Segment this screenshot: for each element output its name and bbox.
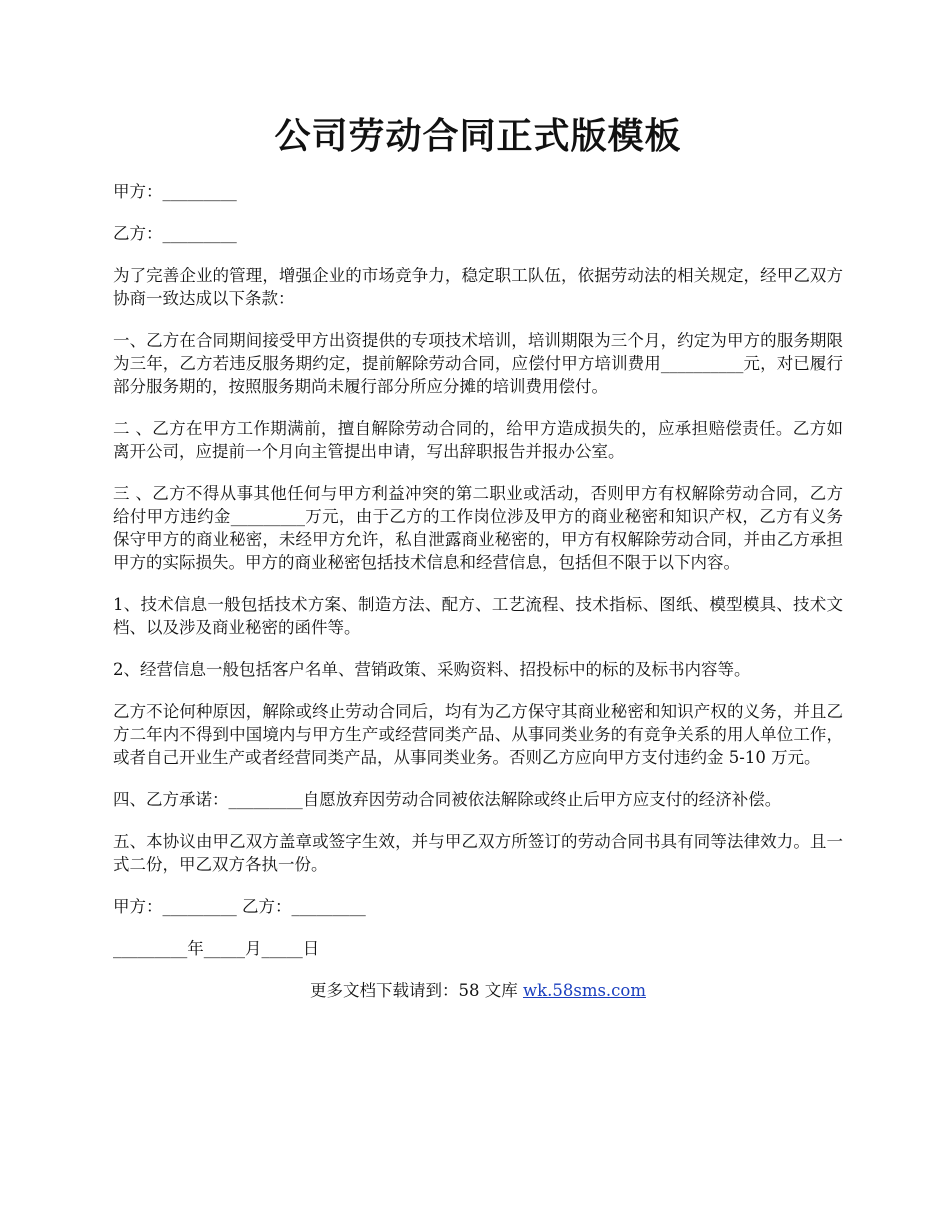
confidentiality-paragraph: 乙方不论何种原因，解除或终止劳动合同后，均有为乙方保守其商业秘密和知识产权的义务，并且乙方二年内不得到中国境内与甲方生产或经营同类产品、从事同类业务的有竞争关系的用人单位工作，或者自己开业生产或者经营同类产品，从事同类业务。否则乙方应向甲方支付违约金 5-10 万元。 xyxy=(113,702,843,767)
item-2-business-info: 2、经营信息一般包括客户名单、营销政策、采购资料、招投标中的标的及标书内容等。 xyxy=(113,660,751,679)
document-page xyxy=(113,112,843,1002)
clause-3: 三 、乙方不得从事其他任何与甲方利益冲突的第二职业或活动，否则甲方有权解除劳动合同，乙方给付甲方违约金_________万元，由于乙方的工作岗位涉及甲方的商业秘密和知识产权，乙方有义务保守甲方的商业秘密，未经甲方允许，私自泄露商业秘密的，甲方有权解除劳动合同，并由乙方承担甲方的实际损失。甲方的商业秘密包括技术信息和经营信息，包括但不限于以下内容。 xyxy=(113,484,843,572)
clause-4: 四、乙方承诺：_________自愿放弃因劳动合同被依法解除或终止后甲方应支付的经济补偿。 xyxy=(113,790,782,809)
item-1-technical-info: 1、技术信息一般包括技术方案、制造方法、配方、工艺流程、技术指标、图纸、模型模具、技术文档、以及涉及商业秘密的函件等。 xyxy=(113,595,843,637)
date-line: _________年_____月_____日 xyxy=(113,939,320,958)
party-b-line: 乙方：_________ xyxy=(113,224,237,243)
download-footer xyxy=(113,979,843,1002)
footer-prefix: 更多文档下载请到：58 文库 xyxy=(309,981,523,1000)
intro-paragraph: 为了完善企业的管理，增强企业的市场竞争力，稳定职工队伍，依据劳动法的相关规定，经甲乙双方协商一致达成以下条款： xyxy=(113,266,843,308)
clause-2: 二 、乙方在甲方工作期满前，擅自解除劳动合同的，给甲方造成损失的，应承担赔偿责任。乙方如离开公司，应提前一个月向主管提出申请，写出辞职报告并报办公室。 xyxy=(113,419,843,461)
document-title: 公司劳动合同正式版模板 xyxy=(274,115,682,157)
clause-5: 五、本协议由甲乙双方盖章或签字生效，并与甲乙双方所签订的劳动合同书具有同等法律效力。且一式二份，甲乙双方各执一份。 xyxy=(113,832,843,874)
signature-line: 甲方：_________ 乙方：_________ xyxy=(113,897,366,916)
party-a-line: 甲方：_________ xyxy=(113,182,237,201)
clause-1: 一、乙方在合同期间接受甲方出资提供的专项技术培训，培训期限为三个月，约定为甲方的服务期限为三年，乙方若违反服务期约定，提前解除劳动合同，应偿付甲方培训费用__________元，对已履行部分服务期的，按照服务期尚未履行部分所应分摊的培训费用偿付。 xyxy=(113,331,843,396)
footer-link[interactable]: wk.58sms.com xyxy=(522,981,646,1000)
